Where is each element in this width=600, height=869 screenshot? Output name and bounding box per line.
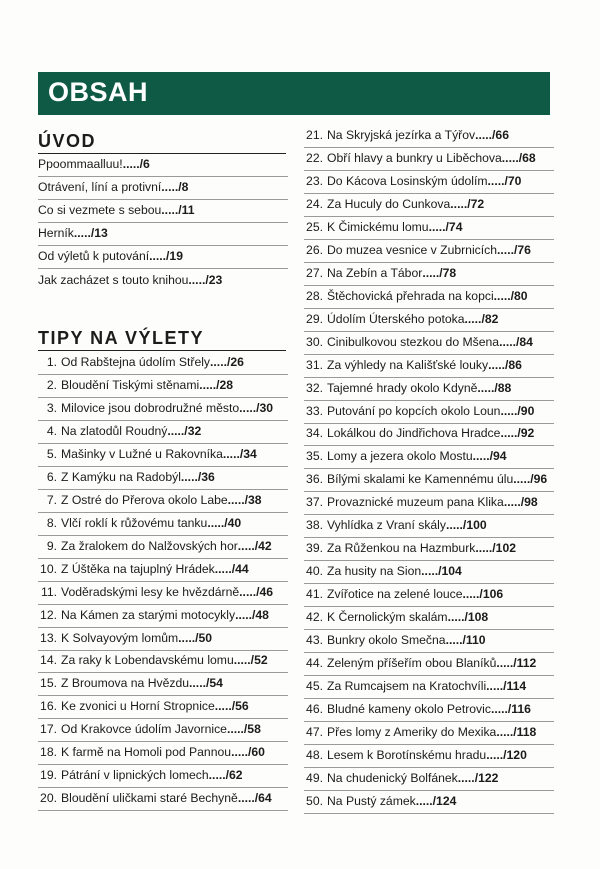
entry-page: ...../28: [199, 377, 234, 392]
toc-entry[interactable]: [38, 788, 288, 811]
entry-number: 24.: [306, 196, 323, 211]
entry-number: 40.: [306, 564, 323, 579]
entry-page: ...../98: [503, 495, 538, 510]
entry-page: ...../13: [73, 226, 108, 241]
entry-page: ...../84: [499, 334, 533, 349]
toc-entry[interactable]: [304, 653, 554, 676]
entry-number: 33.: [306, 403, 323, 418]
toc-entry[interactable]: [304, 492, 554, 515]
toc-entry[interactable]: [304, 561, 554, 584]
toc-entry[interactable]: [304, 515, 554, 538]
entry-title: Herník: [38, 226, 74, 241]
intro-entry[interactable]: [38, 154, 288, 177]
entry-title: Z Ostré do Přerova okolo Labe: [61, 492, 228, 507]
entry-title: Milovice jsou dobrodružné město: [61, 400, 240, 415]
toc-entry[interactable]: [304, 217, 554, 240]
toc-entry[interactable]: [38, 467, 288, 490]
entry-page: ...../96: [513, 472, 548, 487]
toc-entry[interactable]: [304, 469, 554, 492]
entry-number: 10.: [40, 561, 57, 576]
entry-title: Vyhlídka z Vraní skály: [327, 518, 446, 533]
entry-title: Tajemné hrady okolo Kdyně: [327, 380, 478, 395]
toc-entry[interactable]: [304, 446, 554, 469]
entry-page: ...../23: [188, 272, 223, 287]
entry-page: ...../88: [477, 380, 512, 395]
entry-title: Na Kámen za starými motocykly: [61, 607, 236, 622]
toc-entry[interactable]: [304, 630, 554, 653]
entry-title: Na Skryjská jezírka a Týřov: [327, 128, 476, 142]
entry-number: 49.: [306, 770, 323, 785]
entry-title: Putování po kopcích okolo Loun: [327, 403, 501, 418]
entry-number: 16.: [40, 699, 57, 714]
entry-title: Do Kácova Losinským údolím: [327, 173, 488, 188]
entry-number: 32.: [306, 380, 323, 395]
entry-title: Zeleným příšeřím obou Blaníků: [327, 656, 497, 671]
entry-page: ...../30: [239, 400, 274, 415]
entry-page: ...../66: [475, 128, 509, 142]
entry-number: 47.: [306, 724, 323, 739]
toc-entry[interactable]: [304, 768, 554, 791]
entry-page: ...../124: [415, 793, 457, 808]
entry-page: ...../74: [428, 219, 463, 234]
toc-entry[interactable]: [304, 309, 554, 332]
entry-title: Z Broumova na Hvězdu: [61, 676, 190, 691]
entry-page: ...../76: [497, 242, 531, 257]
toc-entry[interactable]: [304, 171, 554, 194]
entry-number: 50.: [306, 793, 323, 808]
entry-number: 44.: [306, 656, 323, 671]
toc-entry[interactable]: [304, 584, 554, 607]
toc-entry[interactable]: [304, 332, 554, 355]
toc-entry[interactable]: [38, 765, 288, 788]
entry-number: 9.: [46, 538, 57, 553]
entry-page: ...../70: [487, 173, 522, 188]
entry-title: Obří hlavy a bunkry u Liběchova: [327, 150, 502, 165]
entry-title: Lomy a jezera okolo Mostu: [327, 449, 473, 464]
toc-entry[interactable]: [38, 719, 288, 742]
entry-number: 14.: [40, 653, 57, 668]
entry-title: Jak zacházet s touto knihou: [38, 272, 189, 287]
entry-number: 37.: [306, 495, 323, 510]
toc-entry[interactable]: [304, 607, 554, 630]
entry-number: 30.: [306, 334, 323, 349]
entry-title: Za Huculy do Cunkova: [327, 196, 451, 211]
entry-title: Za husity na Sion: [327, 564, 422, 579]
toc-entry[interactable]: [304, 194, 554, 217]
entry-page: ...../78: [422, 265, 457, 280]
trips-heading: TIPY NA VÝLETY: [38, 328, 286, 351]
entry-page: ...../86: [488, 357, 522, 372]
toc-entry[interactable]: [38, 375, 288, 398]
toc-entry[interactable]: [38, 559, 288, 582]
entry-page: ...../48: [235, 607, 269, 622]
entry-title: Mašinky v Lužné u Rakovníka: [61, 446, 223, 461]
entry-page: ...../50: [178, 630, 213, 645]
entry-page: ...../82: [464, 311, 499, 326]
toc-entry[interactable]: [304, 378, 554, 401]
entry-page: ...../72: [450, 196, 485, 211]
entry-page: ...../112: [496, 656, 537, 671]
entry-number: 12.: [40, 607, 57, 622]
entry-page: ...../68: [501, 150, 536, 165]
entry-page: ...../62: [208, 768, 243, 783]
entry-title: Z Úštěka na tajuplný Hrádek: [61, 561, 215, 576]
contents-banner: [38, 72, 550, 115]
entry-page: ...../122: [457, 770, 499, 785]
entry-page: ...../32: [167, 423, 202, 438]
entry-number: 7.: [46, 492, 57, 507]
entry-title: Lokálkou do Jindřichova Hradce: [327, 426, 501, 441]
entry-number: 27.: [306, 265, 323, 280]
entry-title: Co si vezmete s sebou: [38, 203, 162, 218]
entry-number: 6.: [46, 469, 57, 484]
entry-title: Pátrání v lipnických lomech: [61, 768, 209, 783]
toc-entry[interactable]: [38, 513, 288, 536]
toc-entry[interactable]: [38, 605, 288, 628]
toc-entry[interactable]: [38, 398, 288, 421]
entry-page: ...../8: [161, 180, 189, 195]
entry-number: 13.: [40, 630, 57, 645]
entry-title: Voděradskými lesy ke hvězdárně: [61, 584, 240, 599]
entry-title: Od výletů k putování: [38, 249, 150, 264]
entry-title: Štěchovická přehrada na kopci: [327, 288, 494, 303]
entry-number: 25.: [306, 219, 323, 234]
toc-entry[interactable]: [304, 745, 554, 768]
intro-entry[interactable]: [38, 270, 288, 292]
entry-number: 22.: [306, 150, 323, 165]
entry-page: ...../46: [239, 584, 274, 599]
entry-title: Za Růženkou na Hazmburk: [327, 541, 476, 556]
entry-number: 17.: [40, 722, 57, 737]
entry-page: ...../102: [475, 541, 517, 556]
entry-page: ...../44: [214, 561, 249, 576]
entry-number: 28.: [306, 288, 323, 303]
entry-title: Bloudění uličkami staré Bechyně: [61, 791, 238, 806]
entry-page: ...../116: [490, 702, 531, 716]
intro-entry[interactable]: [38, 246, 288, 269]
entry-number: 19.: [40, 768, 57, 783]
entry-title: Ke zvonici u Horní Stropnice: [61, 699, 215, 714]
entry-number: 34.: [306, 426, 323, 441]
toc-entry[interactable]: [304, 423, 554, 446]
entry-title: Bludné kameny okolo Petrovic: [327, 702, 491, 716]
entry-title: Od Rabštejna údolím Střely: [61, 355, 211, 369]
intro-entry[interactable]: [38, 200, 288, 223]
entry-page: ...../94: [472, 449, 507, 464]
entry-page: ...../36: [180, 469, 215, 484]
entry-number: 31.: [306, 357, 323, 372]
toc-entry[interactable]: [38, 696, 288, 719]
entry-number: 42.: [306, 610, 323, 625]
entry-number: 41.: [306, 587, 323, 602]
toc-entry[interactable]: [38, 444, 288, 467]
entry-title: K Čimickému lomu: [327, 219, 429, 234]
entry-title: Bunkry okolo Smečna: [327, 633, 446, 648]
entry-page: ...../38: [227, 492, 262, 507]
entry-title: Lesem k Borotínskému hradu: [327, 747, 487, 762]
entry-page: ...../34: [222, 446, 257, 461]
entry-title: Otrávení, líní a protivní: [38, 180, 162, 195]
page-title: OBSAH: [48, 77, 149, 107]
toc-entry[interactable]: [38, 421, 288, 444]
entry-page: ...../54: [189, 676, 223, 691]
entry-number: 26.: [306, 242, 323, 257]
entry-page: ...../80: [493, 288, 528, 303]
toc-entry[interactable]: [304, 286, 554, 309]
toc-entry[interactable]: [304, 676, 554, 699]
entry-page: ...../52: [233, 653, 268, 668]
entry-number: 46.: [306, 702, 323, 716]
entry-title: Bílými skalami ke Kamennému úlu: [327, 472, 514, 487]
toc-entry[interactable]: [38, 352, 288, 375]
toc-entry[interactable]: [38, 628, 288, 651]
entry-number: 11.: [40, 584, 57, 599]
entry-title: Ppoommaalluu!: [38, 157, 123, 171]
entry-title: Za Rumcajsem na Kratochvíli: [327, 679, 487, 694]
entry-title: Přes lomy z Ameriky do Mexika: [327, 724, 497, 739]
entry-page: ...../106: [462, 587, 504, 602]
toc-entry[interactable]: [304, 263, 554, 286]
toc-entry[interactable]: [304, 791, 554, 814]
toc-entry[interactable]: [38, 490, 288, 513]
intro-entry[interactable]: [38, 177, 288, 200]
entry-number: 4.: [46, 423, 57, 438]
entry-number: 5.: [46, 446, 57, 461]
entry-number: 39.: [306, 541, 323, 556]
entry-number: 29.: [306, 311, 323, 326]
entry-title: Od Krakovce údolím Javornice: [61, 722, 227, 737]
entry-title: Provaznické muzeum pana Klika: [327, 495, 504, 510]
entry-number: 21.: [306, 128, 323, 142]
entry-page: ...../110: [445, 633, 486, 648]
entry-title: K Černolickým skalám: [327, 610, 448, 625]
toc-entry[interactable]: [38, 582, 288, 605]
entry-title: Na zlatodůl Roudný: [61, 423, 168, 438]
entry-number: 48.: [306, 747, 323, 762]
entry-page: ...../108: [447, 610, 489, 625]
toc-entry[interactable]: [38, 742, 288, 765]
toc-entry[interactable]: [304, 538, 554, 561]
entry-page: ...../26: [210, 355, 244, 369]
toc-entry[interactable]: [38, 536, 288, 559]
entry-number: 8.: [46, 515, 57, 530]
entry-page: ...../100: [446, 518, 487, 533]
entry-page: ...../11: [161, 203, 195, 218]
entry-page: ...../60: [231, 745, 265, 760]
entry-page: ...../19: [149, 249, 183, 264]
entry-number: 1.: [46, 355, 57, 369]
entry-page: ...../40: [207, 515, 242, 530]
entry-page: ...../120: [486, 747, 527, 762]
entry-number: 18.: [40, 745, 57, 760]
entry-number: 20.: [40, 791, 57, 806]
toc-entry[interactable]: [304, 722, 554, 745]
entry-title: Zvířotice na zelené louce: [327, 587, 463, 602]
entry-number: 45.: [306, 679, 323, 694]
entry-title: Na Pustý zámek: [327, 793, 416, 808]
entry-number: 35.: [306, 449, 323, 464]
entry-title: K farmě na Homoli pod Pannou: [61, 745, 232, 760]
entry-number: 23.: [306, 173, 323, 188]
entry-page: ...../114: [486, 679, 527, 694]
entry-page: ...../58: [226, 722, 261, 737]
toc-entry[interactable]: [304, 401, 554, 424]
toc-entry[interactable]: [38, 673, 288, 696]
entry-title: Cinibulkovou stezkou do Mšena: [327, 334, 500, 349]
entry-title: Údolím Úterského potoka: [327, 311, 465, 326]
entry-number: 15.: [40, 676, 57, 691]
entry-page: ...../90: [500, 403, 535, 418]
entry-number: 43.: [306, 633, 323, 648]
entry-title: Do muzea vesnice v Zubrnicích: [327, 242, 498, 257]
entry-title: Bloudění Tiskými stěnami: [61, 377, 200, 392]
entry-title: Za raky k Lobendavskému lomu: [61, 653, 234, 668]
intro-entry[interactable]: [38, 223, 288, 246]
entry-page: ...../64: [237, 791, 272, 806]
entry-page: ...../6: [122, 157, 150, 171]
entry-title: Za žralokem do Nalžovských hor: [61, 538, 238, 553]
intro-heading: ÚVOD: [38, 131, 286, 154]
entry-page: ...../42: [237, 538, 272, 553]
entry-title: Za výhledy na Kališťské louky: [327, 357, 489, 372]
toc-entry[interactable]: [304, 699, 554, 722]
entry-number: 3.: [46, 400, 57, 415]
entry-title: Z Kamýku na Radobýl: [61, 469, 181, 484]
entry-title: Vlčí roklí k růžovému tanku: [61, 515, 208, 530]
entry-page: ...../92: [500, 426, 535, 441]
entry-title: Na chudenický Bolfánek: [327, 770, 458, 785]
entry-page: ...../104: [421, 564, 462, 579]
entry-title: K Solvayovým lomům: [61, 630, 179, 645]
toc-entry[interactable]: [304, 148, 554, 171]
toc-entry[interactable]: [304, 240, 554, 263]
toc-entry[interactable]: [38, 650, 288, 673]
entry-number: 2.: [46, 377, 57, 392]
entry-page: ...../118: [496, 724, 537, 739]
toc-entry[interactable]: [304, 125, 554, 148]
entry-number: 36.: [306, 472, 323, 487]
entry-number: 38.: [306, 518, 323, 533]
entry-page: ...../56: [214, 699, 249, 714]
toc-entry[interactable]: [304, 355, 554, 378]
entry-title: Na Zebín a Tábor: [327, 265, 423, 280]
